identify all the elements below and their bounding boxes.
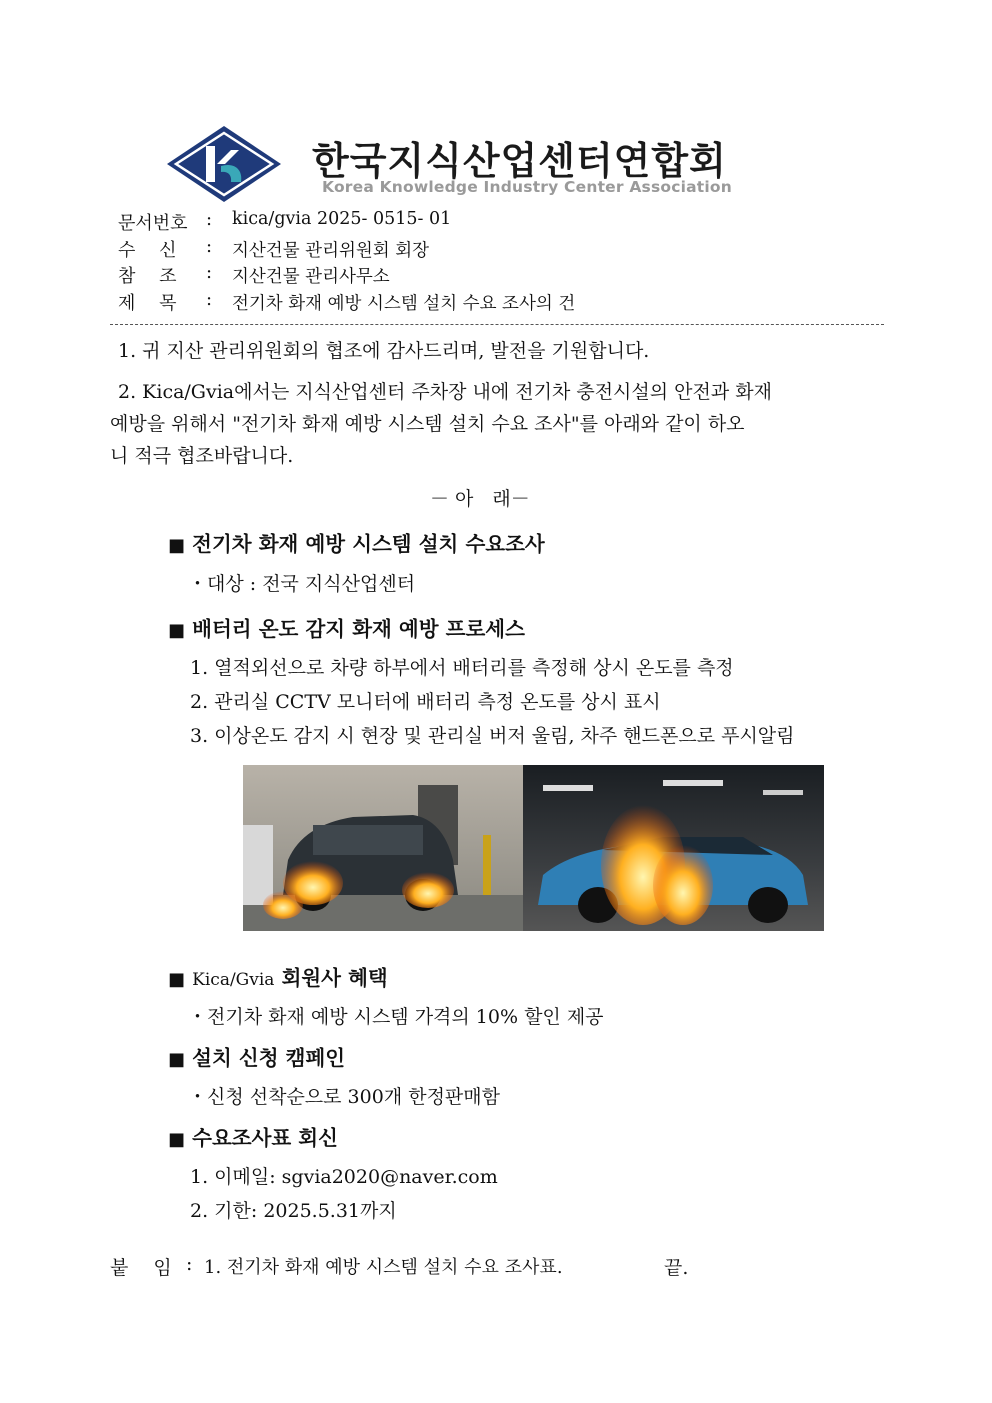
paragraph-2-line-2: 예방을 위해서 "전기차 화재 예방 시스템 설치 수요 조사"를 아래와 같이 하오 <box>110 413 745 435</box>
ref-label: 참 조 <box>118 266 177 287</box>
section-4-item: ・신청 선착순으로 300개 한정판매함 <box>188 1086 500 1108</box>
doc-no-value: kica/gvia 2025- 0515- 01 <box>232 209 452 229</box>
ref-value: 지산건물 관리사무소 <box>232 267 390 287</box>
section-2-title: 배터리 온도 감지 화재 예방 프로세스 <box>192 617 525 641</box>
org-name-english: Korea Knowledge Industry Center Association <box>322 178 732 196</box>
section-1-title: 전기차 화재 예방 시스템 설치 수요조사 <box>192 532 545 556</box>
to-label: 수 신 <box>118 240 177 261</box>
subject-colon: : <box>206 289 213 310</box>
attachment-end: 끝. <box>664 1257 689 1279</box>
bullet-square-icon: ■ <box>168 1129 186 1150</box>
section-3-item: ・전기차 화재 예방 시스템 가격의 10% 할인 제공 <box>188 1006 604 1028</box>
paragraph-2-line-1: 2. Kica/Gvia에서는 지식산업센터 주차장 내에 전기차 충전시설의 안전과 화재 <box>118 381 772 403</box>
section-2-item-1: 1. 열적외선으로 차량 하부에서 배터리를 측정해 상시 온도를 측정 <box>190 657 734 679</box>
ev-fire-photos <box>243 765 824 931</box>
notice-heading: － 아 래－ <box>430 488 530 510</box>
attachment-colon: : <box>186 1253 193 1275</box>
section-5-title: 수요조사표 회신 <box>192 1126 338 1150</box>
paragraph-2-line-3: 니 적극 협조바랍니다. <box>110 445 294 467</box>
org-name: 한국지식산업센터연합회 <box>312 139 727 183</box>
section-5-item-2: 2. 기한: 2025.5.31까지 <box>190 1200 397 1222</box>
ref-colon: : <box>206 262 213 283</box>
kica-logo-icon <box>165 124 283 204</box>
header-divider <box>110 324 884 325</box>
subject-value: 전기차 화재 예방 시스템 설치 수요 조사의 건 <box>232 294 576 314</box>
bullet-square-icon: ■ <box>168 535 186 556</box>
bullet-square-icon: ■ <box>168 969 186 990</box>
section-1-item: ・대상 : 전국 지식산업센터 <box>188 573 416 595</box>
paragraph-1: 1. 귀 지산 관리위원회의 협조에 감사드리며, 발전을 기원합니다. <box>118 340 650 362</box>
to-colon: : <box>206 236 213 257</box>
section-2-item-3: 3. 이상온도 감지 시 현장 및 관리실 버저 울림, 차주 핸드폰으로 푸시알림 <box>190 725 795 747</box>
attachment-label: 붙 임 <box>110 1257 172 1279</box>
bullet-square-icon: ■ <box>168 620 186 641</box>
section-3-title: 회원사 혜택 <box>281 966 388 990</box>
section-2-item-2: 2. 관리실 CCTV 모니터에 배터리 측정 온도를 상시 표시 <box>190 691 661 713</box>
right-photo-burning-car <box>523 765 824 931</box>
doc-no-label: 문서번호 <box>118 213 188 234</box>
attachment-value: 1. 전기차 화재 예방 시스템 설치 수요 조사표. <box>204 1257 563 1278</box>
doc-no-colon: : <box>206 209 213 230</box>
section-4-heading <box>168 1041 345 1071</box>
section-5-item-1: 1. 이메일: sgvia2020@naver.com <box>190 1166 498 1188</box>
section-3-title-prefix: Kica/Gvia <box>192 970 275 990</box>
section-2-heading <box>168 612 525 642</box>
left-photo-burning-car <box>243 765 523 931</box>
bullet-square-icon: ■ <box>168 1049 186 1070</box>
section-4-title: 설치 신청 캠페인 <box>192 1046 346 1070</box>
to-value: 지산건물 관리위원회 회장 <box>232 241 430 261</box>
section-5-heading <box>168 1121 338 1151</box>
section-3-heading <box>168 961 388 991</box>
subject-label: 제 목 <box>118 293 177 314</box>
section-1-heading <box>168 527 545 557</box>
